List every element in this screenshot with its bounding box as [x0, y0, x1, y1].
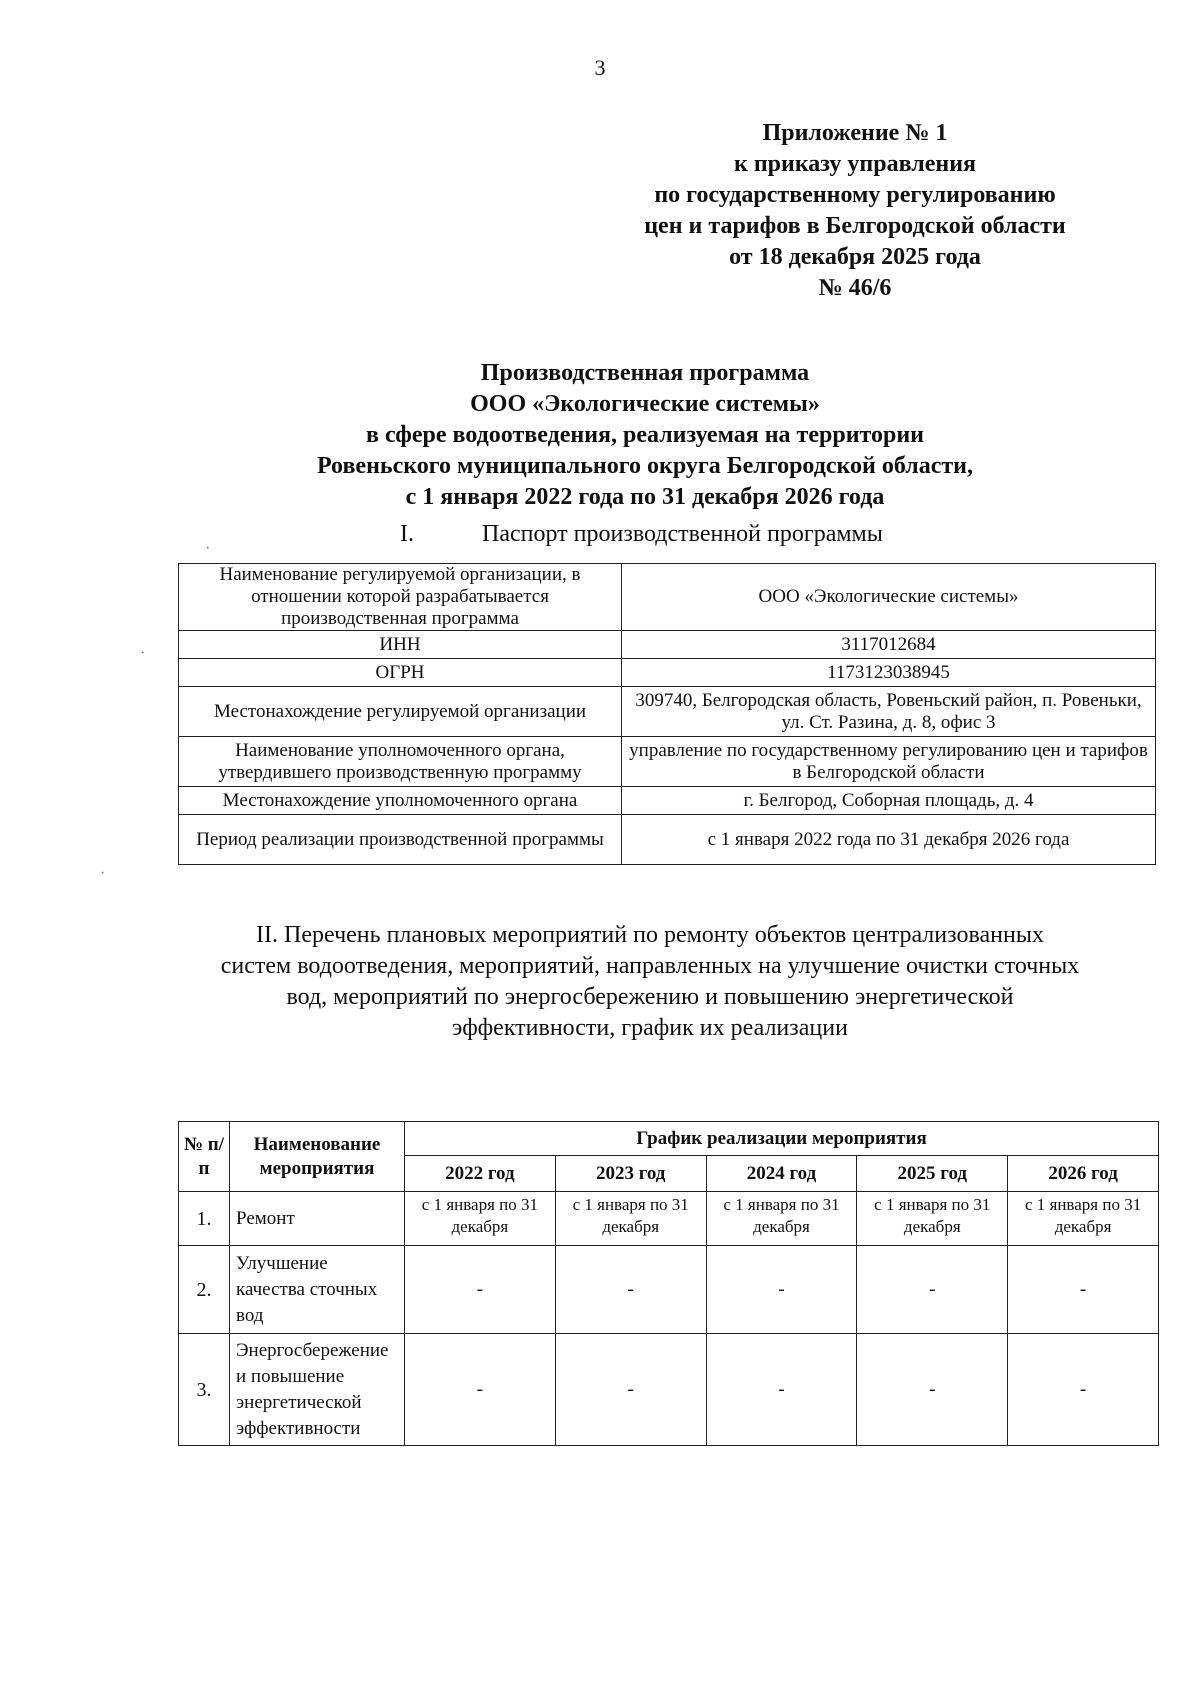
passport-value: 3117012684 [622, 631, 1156, 659]
row-name: Улучшение качества сточных вод [230, 1246, 405, 1334]
appendix-line: цен и тарифов в Белгородской области [644, 213, 1066, 239]
passport-table [178, 563, 1156, 865]
table-row [179, 687, 1156, 737]
passport-value: с 1 января 2022 года по 31 декабря 2026 года [622, 815, 1156, 865]
appendix-line: по государственному регулированию [654, 182, 1056, 208]
title-line: Производственная программа [480, 360, 810, 386]
section-1-heading [400, 521, 883, 548]
schedule-cell: - [555, 1334, 706, 1446]
passport-value: 1173123038945 [622, 659, 1156, 687]
header-year: 2023 год [555, 1156, 706, 1192]
title-line: с 1 января 2022 года по 31 декабря 2026 года [405, 484, 885, 510]
row-num: 2. [179, 1246, 230, 1334]
schedule-cell: с 1 января по 31 декабря [706, 1192, 857, 1246]
passport-label: Период реализации производственной программы [179, 815, 622, 865]
header-year: 2024 год [706, 1156, 857, 1192]
passport-label: ИНН [179, 631, 622, 659]
passport-label: Наименование регулируемой организации, в отношении которой разрабатывается производственная программа [179, 564, 622, 631]
passport-value: управление по государственному регулированию цен и тарифов в Белгородской области [622, 737, 1156, 787]
header-year: 2025 год [857, 1156, 1008, 1192]
table-row [179, 1192, 1159, 1246]
section-1-number: I. [400, 521, 414, 547]
table-row [179, 564, 1156, 631]
plan-table [178, 1121, 1159, 1446]
title-line: Ровеньского муниципального округа Белгородской области, [316, 453, 973, 479]
table-row [179, 787, 1156, 815]
document-title [170, 358, 1120, 513]
passport-label: Местонахождение регулируемой организации [179, 687, 622, 737]
passport-label: Местонахождение уполномоченного органа [179, 787, 622, 815]
appendix-line: к приказу управления [733, 151, 976, 177]
schedule-cell: - [706, 1246, 857, 1334]
schedule-cell: - [555, 1246, 706, 1334]
table-row [179, 737, 1156, 787]
section-2-heading [150, 920, 1150, 1044]
schedule-cell: - [857, 1246, 1008, 1334]
section-2-line: вод, мероприятий по энергосбережению и повышению энергетической [286, 984, 1014, 1010]
scan-speck: · [205, 540, 211, 557]
table-row [179, 1334, 1159, 1446]
scan-speck: · [100, 865, 106, 882]
schedule-cell: - [1008, 1246, 1159, 1334]
schedule-cell: - [1008, 1334, 1159, 1446]
table-row [179, 631, 1156, 659]
appendix-block [600, 118, 1110, 304]
page-number: 3 [594, 55, 606, 80]
schedule-cell: с 1 января по 31 декабря [1008, 1192, 1159, 1246]
table-row [179, 1246, 1159, 1334]
table-row [179, 659, 1156, 687]
schedule-cell: - [405, 1246, 556, 1334]
table-header-row [179, 1122, 1159, 1156]
section-2-line: II. Перечень плановых мероприятий по ремонту объектов централизованных [256, 922, 1044, 948]
row-name: Энергосбережение и повышение энергетической эффективности [230, 1334, 405, 1446]
header-schedule: График реализации мероприятия [405, 1122, 1159, 1156]
schedule-cell: с 1 января по 31 декабря [857, 1192, 1008, 1246]
section-2-line: систем водоотведения, мероприятий, направленных на улучшение очистки сточных [220, 953, 1080, 979]
row-num: 1. [179, 1192, 230, 1246]
section-2-line: эффективности, график их реализации [452, 1015, 848, 1041]
row-name: Ремонт [230, 1192, 405, 1246]
passport-value: ООО «Экологические системы» [622, 564, 1156, 631]
table-row [179, 815, 1156, 865]
schedule-cell: с 1 января по 31 декабря [405, 1192, 556, 1246]
header-year: 2022 год [405, 1156, 556, 1192]
header-num: № п/п [179, 1122, 230, 1192]
appendix-line: № 46/6 [818, 275, 892, 301]
schedule-cell: с 1 января по 31 декабря [555, 1192, 706, 1246]
appendix-line: от 18 декабря 2025 года [729, 244, 981, 270]
passport-label: Наименование уполномоченного органа, утвердившего производственную программу [179, 737, 622, 787]
row-num: 3. [179, 1334, 230, 1446]
passport-value: 309740, Белгородская область, Ровеньский район, п. Ровеньки, ул. Ст. Разина, д. 8, офис 3 [622, 687, 1156, 737]
scan-speck: · [140, 645, 146, 662]
schedule-cell: - [706, 1334, 857, 1446]
schedule-cell: - [857, 1334, 1008, 1446]
appendix-line: Приложение № 1 [762, 120, 948, 146]
header-year: 2026 год [1008, 1156, 1159, 1192]
title-line: в сфере водоотведения, реализуемая на территории [366, 422, 924, 448]
passport-label: ОГРН [179, 659, 622, 687]
title-line: ООО «Экологические системы» [470, 391, 820, 417]
passport-value: г. Белгород, Соборная площадь, д. 4 [622, 787, 1156, 815]
header-name: Наименование мероприятия [230, 1122, 405, 1192]
section-1-title: Паспорт производственной программы [482, 521, 883, 547]
schedule-cell: - [405, 1334, 556, 1446]
